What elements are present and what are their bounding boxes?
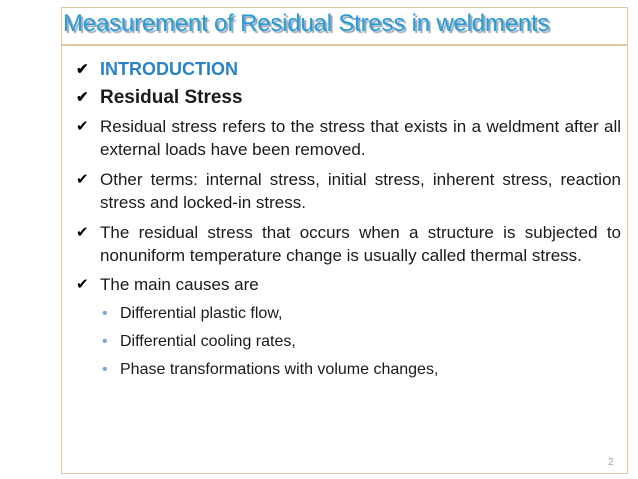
check-bullet-icon: ✔ bbox=[76, 61, 89, 78]
check-bullet-icon: ✔ bbox=[76, 118, 89, 135]
bullet-text: Other terms: internal stress, initial stress, inherent stress, reaction stress and locked-in stress. bbox=[100, 170, 621, 212]
check-bullet-icon: ✔ bbox=[76, 89, 89, 106]
check-bullet-icon: ✔ bbox=[76, 171, 89, 188]
sub-bullet-text: Differential cooling rates, bbox=[120, 333, 296, 350]
bullet-text: The main causes are bbox=[100, 275, 259, 294]
sub-bullet-text: Phase transformations with volume changes, bbox=[120, 361, 439, 378]
dot-bullet-icon: • bbox=[102, 305, 108, 322]
bullet-other-terms bbox=[76, 168, 621, 214]
dot-bullet-icon: • bbox=[102, 361, 108, 378]
slide-number: 2 bbox=[608, 457, 614, 468]
bullet-residual-stress bbox=[76, 86, 621, 109]
bullet-introduction bbox=[76, 58, 621, 81]
bullet-text: The residual stress that occurs when a structure is subjected to nonuniform temperature change is usually called thermal stress. bbox=[100, 223, 621, 265]
sub-bullet-text: Differential plastic flow, bbox=[120, 305, 283, 322]
check-bullet-icon: ✔ bbox=[76, 276, 89, 293]
sub-bullet-cooling-rates bbox=[76, 330, 621, 353]
bullet-definition bbox=[76, 115, 621, 161]
bullet-thermal-stress bbox=[76, 221, 621, 267]
slide-title: Measurement of Residual Stress in weldments bbox=[63, 10, 550, 37]
bullet-text: Residual Stress bbox=[100, 87, 243, 108]
title-divider bbox=[61, 44, 628, 46]
sub-bullet-phase-transformations bbox=[76, 358, 621, 381]
bullet-text: INTRODUCTION bbox=[100, 59, 238, 79]
dot-bullet-icon: • bbox=[102, 333, 108, 350]
bullet-text: Residual stress refers to the stress that exists in a weldment after all external loads have been removed. bbox=[100, 117, 621, 159]
bullet-main-causes bbox=[76, 273, 621, 296]
slide-body bbox=[76, 58, 621, 386]
sub-bullet-plastic-flow bbox=[76, 302, 621, 325]
check-bullet-icon: ✔ bbox=[76, 224, 89, 241]
